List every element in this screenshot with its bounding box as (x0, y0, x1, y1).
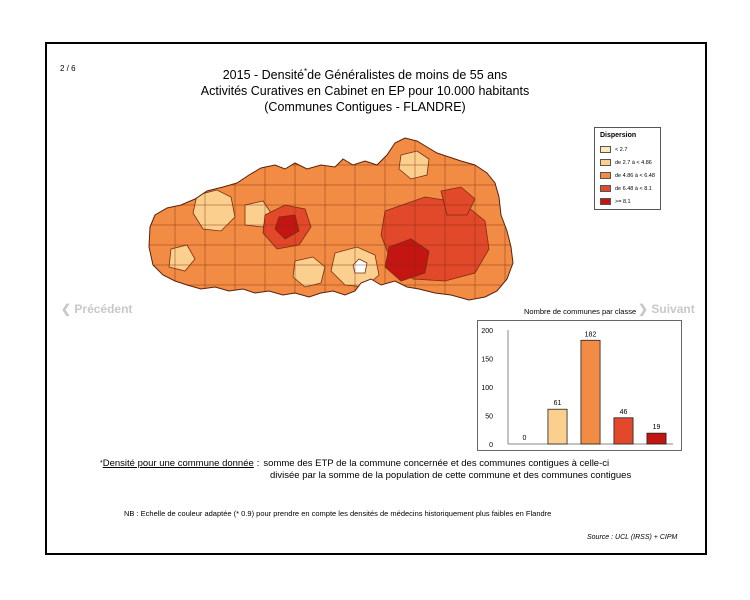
legend-label: de 6.48 à < 8.1 (615, 185, 652, 192)
legend-item (600, 156, 655, 169)
title-line2: Activités Curatives en Cabinet en EP pour 10.000 habitants (200, 84, 530, 99)
y-tick-label: 50 (485, 413, 493, 421)
title-line1-b: de Généralistes de moins de 55 ans (307, 68, 508, 83)
legend-label: >= 8.1 (615, 198, 631, 205)
legend-title: Dispersion (600, 132, 637, 139)
legend-item (600, 143, 655, 156)
bar-chart-box (477, 320, 682, 451)
y-tick-label: 100 (481, 385, 493, 392)
footnote-label: Densité pour une commune donnée (102, 458, 254, 469)
footnote (100, 458, 632, 481)
legend-swatch (600, 172, 611, 179)
chart-title: Nombre de communes par classe (524, 307, 637, 316)
legend-swatch (600, 198, 611, 205)
footnote-separator: : (256, 458, 260, 469)
legend-label: de 4.86 à < 6.48 (615, 172, 655, 179)
legend-item (600, 182, 655, 195)
bar-4 (647, 433, 666, 444)
legend-swatch (600, 185, 611, 192)
flanders-map (145, 135, 525, 310)
bar-value-label: 182 (584, 331, 597, 339)
legend-swatch (600, 146, 611, 153)
bar-value-label: 0 (522, 435, 527, 442)
title-line3: (Communes Contigues - FLANDRE) (264, 100, 466, 115)
title-line1-a: 2015 - Densité (222, 68, 305, 83)
y-tick-label: 150 (481, 356, 493, 364)
y-tick-label: 200 (481, 328, 493, 335)
legend-item (600, 195, 655, 208)
nb-note: NB : Echelle de couleur adaptée (* 0.9) pour prendre en compte les densités de médecins historiquement plus faibles en Flandre (124, 509, 552, 518)
bar-3 (614, 418, 633, 444)
footnote-mark: * (100, 460, 103, 467)
bar-value-label: 61 (553, 400, 562, 408)
legend-label: < 2.7 (615, 146, 628, 153)
bar-1 (548, 409, 567, 444)
bar-chart (478, 321, 681, 450)
title-asterisk: * (304, 67, 308, 76)
bar-value-label: 46 (619, 408, 628, 416)
legend-item (600, 169, 655, 182)
source-note: Source : UCL (IRSS) + CIPM (587, 534, 678, 541)
legend-swatch (600, 159, 611, 166)
page-counter: 2 / 6 (60, 64, 76, 73)
bar-value-label: 19 (652, 424, 661, 432)
legend-label: de 2.7 à < 4.86 (615, 159, 652, 166)
footnote-definition-1: somme des ETP de la commune concernée et des communes contigues à celle-ci (263, 458, 610, 469)
previous-button[interactable]: ❮ Précédent (61, 302, 133, 316)
next-button[interactable]: ❯ Suivant (638, 302, 695, 316)
dispersion-legend (594, 127, 661, 210)
map-regions (145, 135, 525, 310)
y-tick-label: 0 (489, 442, 493, 449)
bar-2 (581, 340, 600, 444)
slide-title (150, 64, 580, 115)
footnote-definition-2: divisée par la somme de la population de cette commune et des communes contigues (270, 470, 632, 481)
